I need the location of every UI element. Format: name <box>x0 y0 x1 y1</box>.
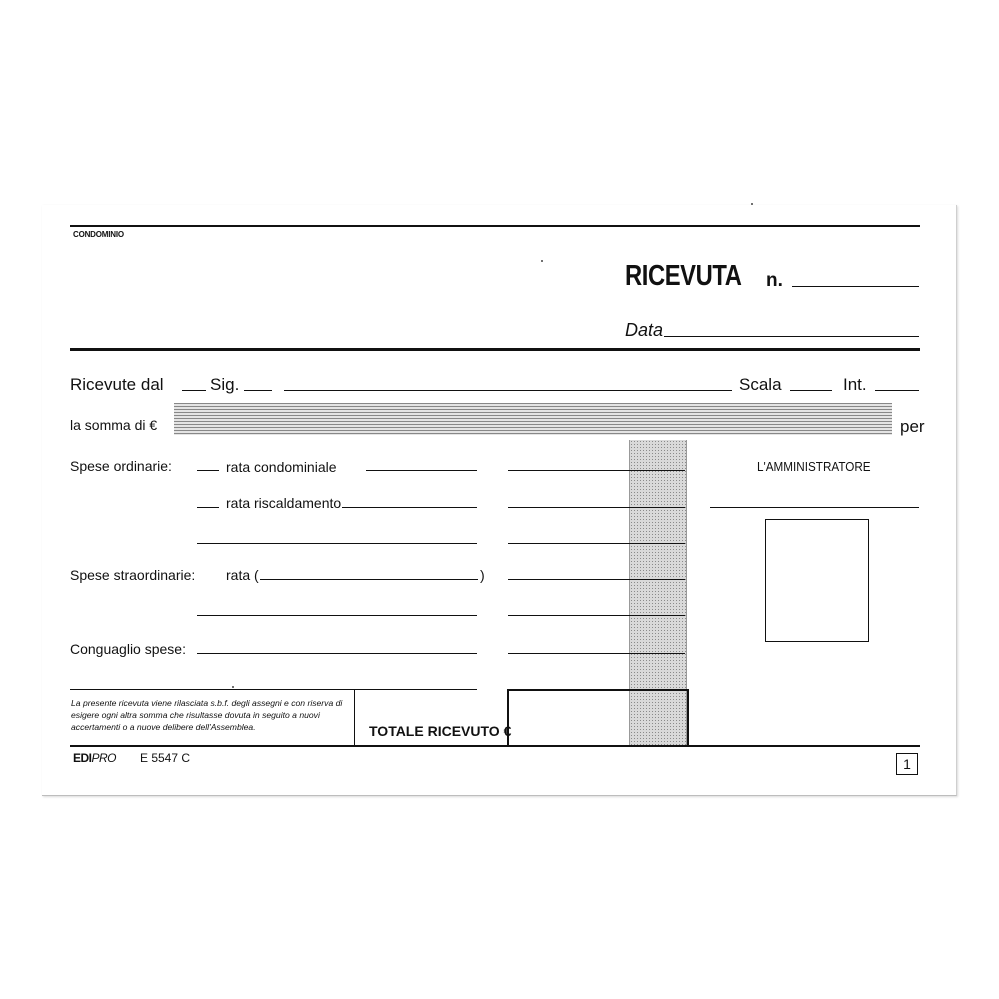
condo-installment-field[interactable] <box>366 470 477 471</box>
publisher-logo <box>73 752 116 764</box>
condo-installment-label: rata condominiale <box>226 459 337 475</box>
total-label: TOTALE RICEVUTO € <box>369 723 512 739</box>
sig-field-short[interactable] <box>244 390 272 391</box>
date-field[interactable] <box>664 336 919 337</box>
product-code: E 5547 C <box>140 751 191 765</box>
amount-line-5[interactable] <box>508 615 685 616</box>
administrator-signature-line[interactable] <box>710 507 919 508</box>
ordinary-expenses-label: Spese ordinarie: <box>70 458 172 474</box>
installment-open-label: rata ( <box>226 567 259 583</box>
amount-line-3[interactable] <box>508 543 685 544</box>
extraordinary-installment-field[interactable] <box>260 579 478 580</box>
header-divider <box>70 348 920 351</box>
amount-field[interactable] <box>174 403 892 435</box>
scan-speck <box>541 260 543 262</box>
amount-line-4[interactable] <box>508 579 685 580</box>
amount-line-6[interactable] <box>508 653 685 654</box>
apartment-field[interactable] <box>875 390 919 391</box>
receipt-title: RICEVUTA <box>625 260 742 292</box>
stamp-box[interactable] <box>765 519 869 642</box>
stair-field[interactable] <box>790 390 832 391</box>
publisher-italic: PRO <box>91 751 117 765</box>
amount-line-2[interactable] <box>508 507 685 508</box>
disclaimer-text: La presente ricevuta viene rilasciata s.b.f. degli assegni e con riserva di esigere ogni altra somma che risultasse dovuta in seguito a nuovi accertamenti o a nuove delibere dell'Assemblea. <box>71 698 343 732</box>
footer-bottom-rule <box>70 745 920 747</box>
receipt-number-label: n. <box>766 270 783 291</box>
extraordinary-extra-line[interactable] <box>197 615 477 616</box>
adjustment-field[interactable] <box>197 653 477 654</box>
heating-installment-label: rata riscaldamento <box>226 495 342 511</box>
scan-speck <box>751 203 753 205</box>
administrator-label: L'AMMINISTRATORE <box>757 459 871 474</box>
heating-installment-field[interactable] <box>342 507 477 508</box>
received-from-dash <box>182 390 206 391</box>
amount-line-1[interactable] <box>508 470 685 471</box>
condo-installment-dash <box>197 470 219 471</box>
scan-speck <box>232 686 234 688</box>
total-field[interactable] <box>507 689 689 747</box>
adjustment-label: Conguaglio spese: <box>70 641 186 657</box>
page-number: 1 <box>896 753 918 775</box>
footer-divider <box>354 690 355 746</box>
ordinary-extra-line[interactable] <box>197 543 477 544</box>
apartment-label: Int. <box>843 375 867 394</box>
heating-installment-dash <box>197 507 219 508</box>
per-label: per <box>900 417 925 436</box>
date-label: Data <box>625 320 664 340</box>
footer-top-rule <box>70 689 355 690</box>
received-from-label: Ricevute dal <box>70 375 164 394</box>
top-rule <box>70 225 920 227</box>
amount-label: la somma di € <box>70 417 158 433</box>
condominio-label: CONDOMINIO <box>73 230 124 239</box>
payer-name-field[interactable] <box>284 390 732 391</box>
installment-close-label: ) <box>480 567 485 583</box>
extraordinary-expenses-label: Spese straordinarie: <box>70 567 196 583</box>
stair-label: Scala <box>739 375 782 394</box>
receipt-number-field[interactable] <box>792 286 919 287</box>
publisher-bold: EDI <box>73 751 92 765</box>
sig-label: Sig. <box>210 375 240 394</box>
